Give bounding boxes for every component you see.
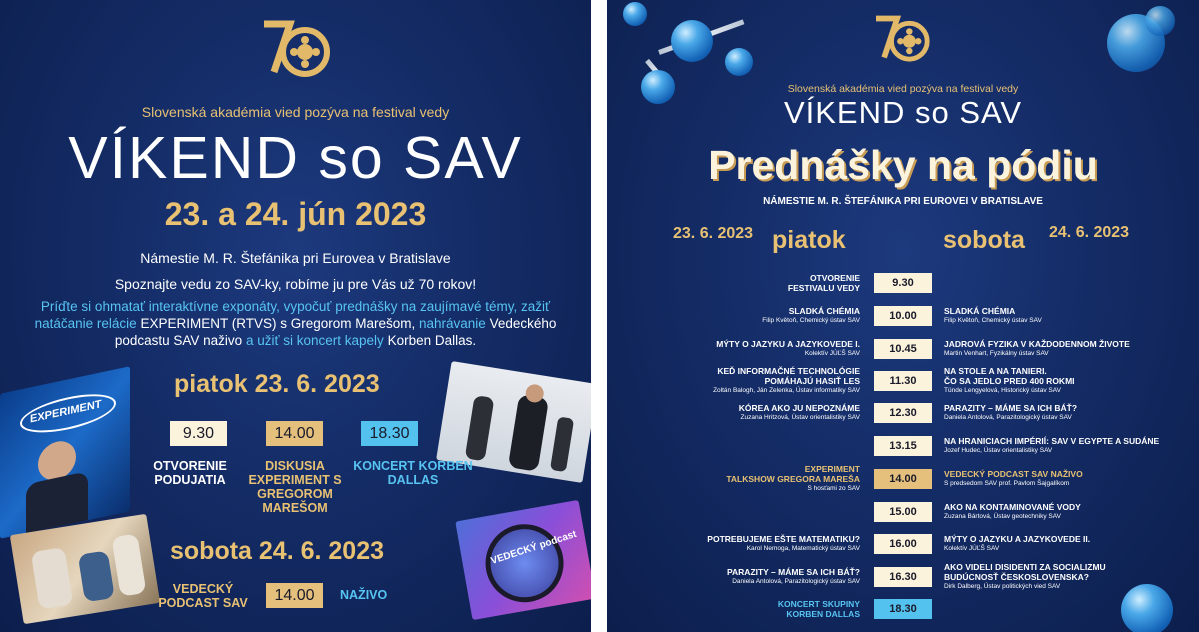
lecture-title: AKO VIDELI DISIDENTI ZA SOCIALIZMU BUDÚCNOSŤ ČESKOSLOVENSKA? [944,562,1106,582]
experiment-photo-text: EXPERIMENT [30,398,102,426]
saturday-lecture [944,469,1083,488]
description-part: nahrávanie [419,316,486,331]
lecture-title: PARAZITY – MÁME SA ICH BÁŤ? [726,567,860,577]
experiment-photo [0,366,130,539]
description-part: EXPERIMENT (RTVS) s Gregorom Marešom, [140,316,419,331]
lecture-title: NA HRANICIACH IMPÉRIÍ: SAV V EGYPTE A SUDÁNE [944,436,1160,446]
friday-lecture [726,464,860,493]
molecule-sphere [623,2,647,26]
event-time-badge: 14.00 [266,583,323,608]
lecture-speaker: Zoltán Balogh, Ján Zelenka, Ústav informatiky SAV [713,387,860,394]
lecture-speaker: Kolektív JÚĽŠ SAV [804,350,860,357]
lecture-title: AKO NA KONTAMINOVANÉ VODY [944,502,1081,512]
saturday-lecture [944,562,1106,591]
lecture-speaker: Karol Nemoga, Matematický ústav SAV [746,545,860,552]
event-time-badge: 18.30 [361,421,418,446]
lecture-time-slot: 18.30 [874,599,932,619]
lecture-speaker: Zuzana Hritzová, Ústav orientalistiky SAV [740,414,860,421]
molecule-sphere [725,48,753,76]
lectures-poster [607,0,1199,632]
lecture-speaker: S predsedom SAV prof. Pavlom Šajgalíkom [944,480,1070,487]
lecture-title: NA STOLE A NA TANIERI. ČO SA JEDLO PRED 400 ROKMI [944,366,1075,386]
lecture-time-slot: 16.30 [874,567,932,587]
festival-title: VÍKEND so SAV [783,95,1023,130]
lecture-speaker: Tünde Lengyelová, Historický ústav SAV [944,387,1061,394]
lecture-speaker: Kolektív JÚĽŠ SAV [944,545,1000,552]
friday-lecture [707,534,860,553]
description-part: a užiť si koncert kapely [245,333,388,348]
saturday-lecture [944,502,1081,521]
saturday-date: 24. 6. 2023 [1049,224,1130,241]
molecule-sphere [671,20,713,62]
saturday-label: sobota [943,226,1025,254]
lectures-place: NÁMESTIE M. R. ŠTEFÁNIKA PRI EUROVEI V BRATISLAVE [763,196,1043,207]
lecture-title: SLADKÁ CHÉMIA [788,306,860,316]
friday-lecture [727,567,860,586]
event-label: NAŽIVO [340,588,388,602]
lecture-time-slot: 13.15 [874,436,932,456]
lecture-speaker: Daniela Antolová, Parazitologický ústav SAV [732,578,860,585]
friday-lecture [788,273,860,293]
lecture-time-slot: 15.00 [874,502,932,522]
description-part: Vedeckého podcastu SAV naživo [114,316,557,348]
lecture-speaker: Zuzana Bártová, Ústav geotechniky SAV [944,513,1061,520]
saturday-lecture [944,403,1077,422]
lecture-title: MÝTY O JAZYKU A JAZYKOVEDE I. [716,339,860,349]
event-time-badge: 9.30 [170,421,227,446]
lecture-title: SLADKÁ CHÉMIA [944,306,1016,316]
lecture-title: POTREBUJEME EŠTE MATEMATIKU? [707,534,860,544]
lecture-title: KEĎ INFORMAČNÉ TECHNOLÓGIE POMÁHAJÚ HASIŤ LES [717,366,860,386]
lecture-time-slot: 9.30 [874,273,932,293]
podcast-photo-text: VEDECKÝ podcast [489,528,579,567]
festival-poster [0,0,591,632]
festival-title: VÍKEND so SAV [68,125,523,191]
lecture-title: VEDECKÝ PODCAST SAV NAŽIVO [944,469,1083,479]
bubble-decoration [1145,6,1175,36]
festival-description [30,298,561,349]
lecture-speaker: Jozef Hudec, Ústav orientalistiky SAV [944,447,1053,454]
bubble-decoration [1121,584,1173,632]
event-label: KONCERT KORBEN DALLAS [353,459,473,487]
lecture-title: MÝTY O JAZYKU A JAZYKOVEDE II. [944,534,1091,544]
lecture-time-slot: 10.45 [874,339,932,359]
lecture-title: EXPERIMENT TALKSHOW GREGORA MAREŠA [726,464,860,484]
sav-70-logo [260,16,332,80]
lecture-time-slot: 14.00 [874,469,932,489]
saturday-lecture [944,436,1159,455]
festival-invite: Slovenská akadémia vied pozýva na festival vedy [141,104,450,120]
event-label: OTVORENIE PODUJATIA [153,459,227,487]
lecture-time-slot: 11.30 [874,371,932,391]
podcast-photo [455,500,591,620]
saturday-lecture [944,339,1130,358]
lecture-speaker: S hosťami zo SAV [807,485,860,492]
lecture-title: KONCERT SKUPINY KORBEN DALLAS [777,599,860,619]
event-label: DISKUSIA EXPERIMENT S GREGOROM MAREŠOM [248,459,342,515]
lecture-time-slot: 10.00 [874,306,932,326]
friday-label: piatok [772,226,846,254]
saturday-lecture [944,306,1042,325]
lecture-title: KÓREA AKO JU NEPOZNÁME [738,403,860,413]
description-part: Príďte si ohmatať interaktívne exponáty, vypočuť prednášky na zaujímavé témy, zažiť natáčanie relácie [34,299,551,331]
friday-lecture [762,306,860,325]
saturday-heading: sobota 24. 6. 2023 [170,537,385,565]
description-part: Korben Dallas. [387,333,477,348]
event-label: VEDECKÝ PODCAST SAV [158,582,248,610]
friday-lecture [739,403,860,422]
lecture-title: JADROVÁ FYZIKA V KAŽDODENNOM ŽIVOTE [944,339,1130,349]
saturday-lecture [944,534,1090,553]
festival-invite: Slovenská akadémia vied pozýva na festival vedy [787,83,1019,95]
festival-tagline: Spoznajte vedu zo SAV-ky, robíme ju pre Vás už 70 rokov! [114,276,477,292]
lecture-speaker: Filip Květoň, Chemický ústav SAV [944,317,1042,324]
lecture-speaker: Filip Květoň, Chemický ústav SAV [762,317,860,324]
event-time-badge: 14.00 [266,421,323,446]
lectures-heading: Prednášky na pódiu [708,142,1098,188]
lecture-speaker: Dirk Dalberg, Ústav politických vied SAV [944,583,1061,590]
lecture-title: PARAZITY – MÁME SA ICH BÁŤ? [944,403,1078,413]
lecture-speaker: Daniela Antolová, Parazitologický ústav SAV [944,414,1072,421]
festival-dates: 23. a 24. jún 2023 [164,196,427,232]
lecture-time-slot: 16.00 [874,534,932,554]
festival-place: Námestie M. R. Štefánika pri Eurovea v Bratislave [140,250,451,266]
friday-heading: piatok 23. 6. 2023 [174,370,380,398]
lecture-title: OTVORENIE FESTIVALU VEDY [787,273,860,293]
sav-70-logo [872,12,932,64]
lecture-time-slot: 12.30 [874,403,932,423]
lecture-speaker: Martin Venhart, Fyzikálny ústav SAV [944,350,1049,357]
friday-lecture [713,366,860,395]
friday-lecture [716,339,860,358]
saturday-lecture [944,366,1075,395]
friday-date: 23. 6. 2023 [673,225,754,242]
friday-lecture [778,599,860,619]
